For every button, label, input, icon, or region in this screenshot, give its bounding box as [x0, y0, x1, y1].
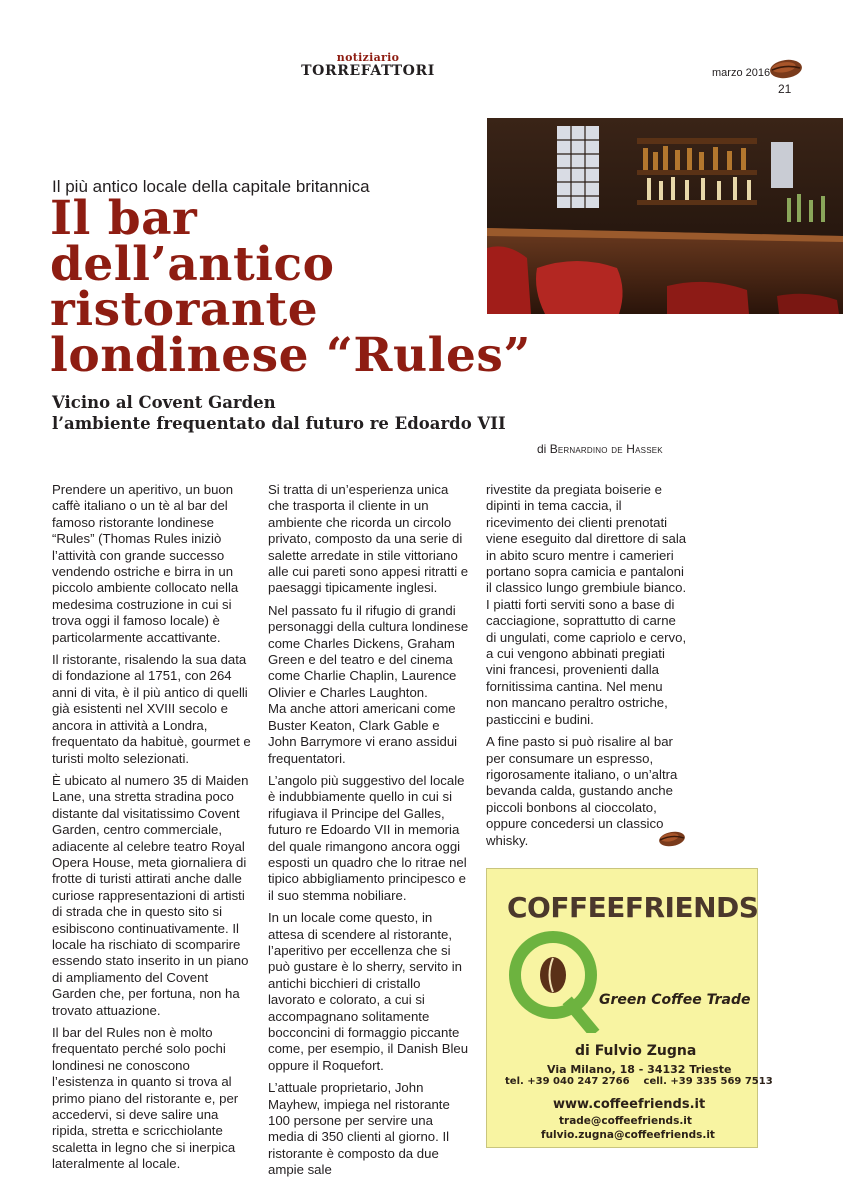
page-number: 21	[778, 82, 792, 96]
masthead-title: TORREFATTORI	[301, 63, 435, 79]
coffeefriends-advertisement[interactable]	[486, 868, 773, 1148]
article-title-line: ristorante	[50, 282, 319, 337]
paragraph: rivestite da pregiata boiserie e dipinti in tema caccia, il ricevimento dei clienti prenotati viene eseguito dal direttore di sala in abito scuro mentre i camerieri portano sopra camicia e pantaloni il classico lungo grembiule bianco. I piatti forti serviti sono a base di cacciagione, soprattutto di carne di ungulati, come capriolo e cervo, a cui vengono abbinati pregiati vini francesi, provenienti dalla fornitissima cantina. Nel menu non mancano peraltro ostriche, pasticcini e budini.	[486, 482, 687, 727]
coffee-bean-icon	[768, 58, 804, 80]
article-column-1	[52, 482, 254, 1179]
article-column-2	[268, 482, 470, 1185]
coffee-bean-icon	[657, 830, 687, 848]
masthead-top: notiziario	[336, 51, 400, 64]
article-subtitle-line: l’ambiente frequentato dal futuro re Edoardo VII	[52, 414, 506, 433]
paragraph: A fine pasto si può risalire al bar per consumare un espresso, rigorosamente italiano, o un’altra bevanda calda, gustando anche piccoli bonbons al cioccolato, oppure concedersi un classico whisky.	[486, 734, 678, 848]
issue-date: marzo 2016	[712, 67, 771, 79]
paragraph: Nel passato fu il rifugio di grandi personaggi della cultura londinese come Charles Dickens, Graham Green e del teatro e del cinema come Charlie Chaplin, Laurence Olivier e Charles Laughton. Ma anche attori americani come Buster Keaton, Clark Gable e John Barrymore vi erano assidui frequentatori.	[268, 602, 469, 766]
paragraph: In un locale come questo, in attesa di scendere al ristorante, l’aperitivo per eccellenza che si può gustare è lo sherry, servito in antichi bicchieri di cristallo lavorato e colorato, a cui si accompagnano solitamente bocconcini di formaggio piccante come, per esempio, il Danish Bleu oppure il Roquefort.	[268, 910, 469, 1073]
ad-email-link[interactable]: trade@coffeefriends.it	[559, 1115, 692, 1127]
ad-address: Via Milano, 18 - 34132 Trieste	[547, 1063, 732, 1076]
ad-website-link[interactable]: www.coffeefriends.it	[553, 1097, 706, 1112]
article-title-line: londinese “Rules”	[50, 327, 531, 383]
paragraph: Il bar del Rules non è molto frequentato perché solo pochi londinesi ne conoscono l’esistenza in quanto si trova al primo piano del ristorante e, per accedervi, si deve salire una ripida, stretta e scricchiolante scaletta in legno che si inerpica lateralmente al locale.	[52, 1025, 239, 1172]
paragraph: L’angolo più suggestivo del locale è indubbiamente quello in cui si rifugiava il Principe del Galles, futuro re Edoardo VII in memoria del quale rimangono ancora oggi esposti un quadro che lo ritrae nel tipico abbigliamento principesco e il suo stemma nobiliare.	[268, 772, 467, 903]
ad-tagline: Green Coffee Trade	[599, 992, 751, 1008]
byline-prefix: di	[537, 442, 547, 456]
coffee-bean-logo-icon	[509, 927, 601, 1033]
paragraph: Il ristorante, risalendo la sua data di fondazione al 1751, con 264 anni di vita, è il più antico di quelli già esistenti nel XVIII secolo e ancora in attività a Londra, frequentato da habituè, gourmet e turisti molto selezionati.	[52, 652, 251, 766]
ad-phones: tel. +39 040 247 2766 cell. +39 335 569 7513	[505, 1076, 773, 1087]
paragraph: È ubicato al numero 35 di Maiden Lane, una stretta stradina poco distante dal visitatissimo Covent Garden, centro commerciale, adiacente al celebre teatro Royal Opera House, meta giornaliera di frotte di turisti attirati anche dalle curiose rappresentazioni di artisti di strada che in questo sito si esibiscono continuativamente. Il locale ha rischiato di scomparire essendo stato inserito in un piano di ampliamento del Covent Garden che, per fortuna, non ha trovato attuazione.	[52, 772, 249, 1018]
ad-brand-part: FRIENDS	[624, 891, 759, 924]
ad-brand-part: COFFEE	[507, 891, 625, 924]
ad-owner-name: di Fulvio Zugna	[575, 1043, 697, 1059]
masthead	[298, 52, 438, 79]
paragraph: Prendere un aperitivo, un buon caffè italiano o un tè al bar del famoso ristorante londinese “Rules” (Thomas Rules iniziò l’attività con grande successo vendendo ostriche e birra in un piccolo ambiente collocato nella medesima costruzione in cui si trova oggi il famoso locale) è particolarmente accattivante.	[52, 482, 239, 645]
article-title-line: Il bar	[50, 191, 198, 246]
article-kicker: Il più antico locale della capitale britannica	[52, 177, 370, 196]
article-title	[50, 191, 630, 383]
article-subtitle	[52, 392, 672, 434]
article-title-line: dell’antico	[50, 236, 335, 292]
paragraph: Si tratta di un’esperienza unica che trasporta il cliente in un ambiente che ricorda un circolo privato, composto da una serie di salette arredate in stile vittoriano alle cui pareti sono appesi ritratti e paesaggi tipicamente inglesi.	[268, 482, 469, 596]
ad-brand	[507, 891, 758, 924]
byline	[537, 442, 663, 456]
article-subtitle-line: Vicino al Covent Garden	[52, 393, 276, 412]
ad-email-link[interactable]: fulvio.zugna@coffeefriends.it	[541, 1129, 715, 1141]
article-column-3	[486, 482, 688, 855]
paragraph: L’attuale proprietario, John Mayhew, impiega nel ristorante 100 persone per servire una media di 350 clienti al giorno. Il ristorante è composto da due ampie sale	[268, 1080, 450, 1178]
byline-author: Bernardino de Hassek	[549, 442, 663, 456]
